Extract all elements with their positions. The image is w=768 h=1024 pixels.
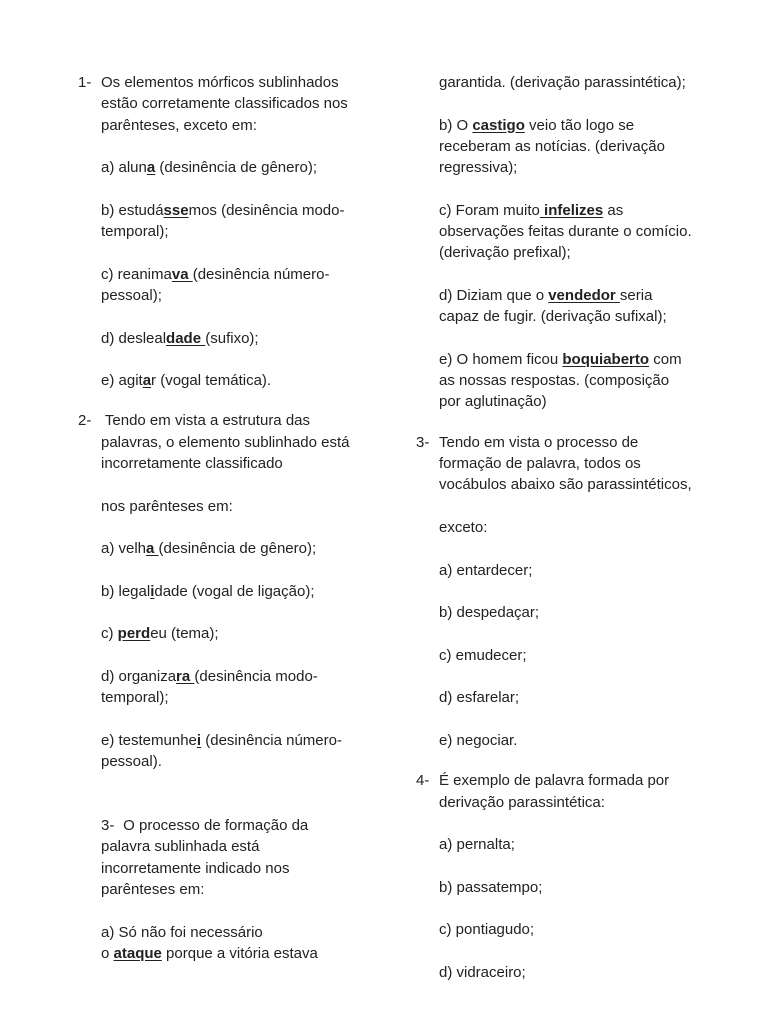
option-a: a) entardecer; [439, 561, 533, 579]
option-e: e) negociar. [439, 731, 518, 749]
underlined-morpheme: i [150, 582, 155, 600]
underlined-morpheme: a [142, 372, 152, 390]
option-b: b) despedaçar; [439, 604, 540, 622]
option-d: d) organizara (desinência modo- [101, 668, 318, 686]
left-column [78, 72, 378, 964]
option-c: c) reanimava (desinência número- [101, 265, 330, 283]
underlined-morpheme: perd [117, 625, 151, 643]
option-c: c) Foram muito infelizes as [439, 201, 624, 219]
question-stem: estão corretamente classificados nos [101, 95, 348, 113]
question-stem: exceto: [439, 518, 488, 536]
option-e: e) agitar (vogal temática). [101, 372, 272, 390]
question-stem: nos parênteses em: [101, 497, 233, 515]
option-b-cont: temporal); [101, 223, 169, 241]
question-stem: É exemplo de palavra formada por [439, 772, 670, 790]
right-column [416, 72, 736, 983]
option-d: d) esfarelar; [439, 689, 520, 707]
option-c: c) emudecer; [439, 646, 527, 664]
question-stem: O processo de formação da [119, 817, 309, 835]
question-stem: Os elementos mórficos sublinhados [101, 74, 339, 91]
underlined-morpheme: ra [176, 668, 195, 686]
question-stem: vocábulos abaixo são parassintéticos, [439, 476, 692, 494]
question-number: 1- [78, 74, 92, 91]
question-stem: palavra sublinhada está [101, 838, 260, 856]
question-stem: Tendo em vista a estrutura das [101, 412, 311, 430]
question-stem: parênteses em: [101, 880, 205, 898]
option-a: a) velha (desinência de gênero); [101, 540, 317, 558]
question-3 [78, 815, 378, 964]
underlined-word: castigo [472, 116, 525, 134]
question-stem: palavras, o elemento sublinhado está [101, 433, 350, 451]
option-e: e) O homem ficou boquiaberto com [439, 350, 682, 368]
question-1 [78, 72, 378, 391]
option-a-cont: garantida. (derivação parassintética); [439, 74, 686, 91]
option-c-cont: observações feitas durante o comício. [439, 223, 692, 241]
question-number: 3- [416, 433, 430, 451]
question-4 [416, 770, 736, 983]
underlined-morpheme: a [146, 540, 159, 558]
underlined-morpheme: i [196, 731, 202, 749]
underlined-word: ataque [113, 944, 162, 962]
option-d-cont: capaz de fugir. (derivação sufixal); [439, 308, 667, 326]
option-a: a) Só não foi necessário [101, 923, 263, 941]
question-stem: Tendo em vista o processo de [439, 433, 639, 451]
option-d-cont: temporal); [101, 689, 169, 707]
underlined-morpheme: va [171, 265, 193, 283]
option-b: b) O castigo veio tão logo se [439, 116, 635, 134]
question-stem: parênteses, exceto em: [101, 116, 257, 134]
option-d: d) Diziam que o vendedor seria [439, 286, 653, 304]
question-number: 4- [416, 772, 430, 790]
option-a: a) aluna (desinência de gênero); [101, 159, 317, 177]
question-number: 3- [101, 817, 115, 835]
underlined-morpheme: a [146, 159, 156, 177]
underlined-word: infelizes [539, 201, 604, 219]
question-3-continued [416, 72, 736, 413]
option-e-cont: as nossas respostas. (composição [439, 372, 670, 390]
question-number: 2- [78, 412, 92, 430]
question-2 [78, 410, 378, 772]
option-e-cont: por aglutinação) [439, 393, 547, 411]
option-c: c) pontiagudo; [439, 921, 535, 939]
option-c: c) perdeu (tema); [101, 625, 219, 643]
option-c-cont: pessoal); [101, 286, 162, 304]
option-b: b) estudássemos (desinência modo- [101, 201, 345, 219]
question-stem: derivação parassintética: [439, 793, 605, 811]
underlined-morpheme: dade [166, 329, 206, 347]
underlined-word: boquiaberto [562, 350, 650, 368]
option-a-cont: o ataque porque a vitória estava [101, 944, 318, 962]
option-b-cont: receberam as notícias. (derivação [439, 137, 665, 155]
option-b: b) legalidade (vogal de ligação); [101, 582, 315, 600]
question-stem: formação de palavra, todos os [439, 455, 641, 473]
option-b-cont: regressiva); [439, 159, 518, 177]
option-d: d) deslealdade (sufixo); [101, 329, 259, 347]
underlined-word: vendedor [548, 286, 620, 304]
option-a: a) pernalta; [439, 836, 515, 854]
option-d: d) vidraceiro; [439, 963, 526, 981]
question-3b [416, 432, 736, 751]
option-b: b) passatempo; [439, 878, 543, 896]
option-e: e) testemunhei (desinência número- [101, 731, 342, 749]
option-c-cont: (derivação prefixal); [439, 244, 571, 262]
question-stem: incorretamente classificado [101, 455, 283, 473]
option-e-cont: pessoal). [101, 753, 162, 771]
question-stem: incorretamente indicado nos [101, 859, 290, 877]
underlined-morpheme: sse [163, 201, 189, 219]
